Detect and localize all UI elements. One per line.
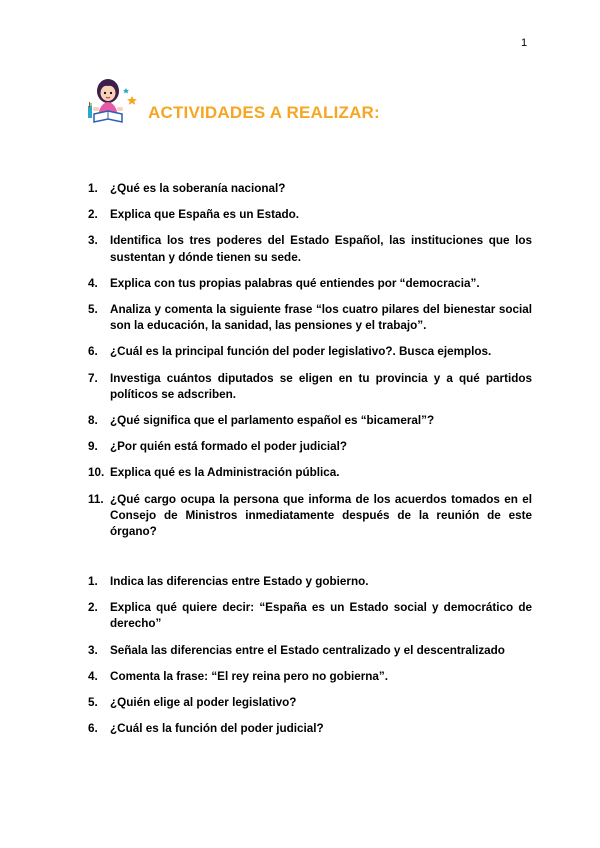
page-title: ACTIVIDADES A REALIZAR: [148,103,380,122]
list-item-number: 5. [88,696,98,710]
list-item [88,669,532,685]
list-item-number: 4. [88,669,98,683]
list-item [88,233,532,265]
list-item [88,371,532,403]
list-item-number: 3. [88,234,98,248]
list-item [88,181,532,197]
list-item-text: Señala las diferencias entre el Estado centralizado y el descentralizado [110,643,505,657]
list-item-text: ¿Qué es la soberanía nacional? [110,182,286,195]
list-item-number: 6. [88,722,98,736]
page-number: 1 [521,37,528,49]
list-item-text: Analiza y comenta la siguiente frase “los cuatro pilares del bienestar social son la educación, la sanidad, las pensiones y el trabajo”. [110,303,532,333]
list-item-text: ¿Cuál es la principal función del poder legislativo?. Busca ejemplos. [110,345,492,359]
list-item-text: Indica las diferencias entre Estado y gobierno. [110,575,369,588]
list-item [88,302,532,334]
list-item-text: Comenta la frase: “El rey reina pero no gobierna”. [110,669,388,683]
list-item [88,492,532,541]
list-item-text: ¿Qué significa que el parlamento español es “bicameral”? [110,414,435,428]
list-item-number: 6. [88,345,98,359]
list-item-number: 2. [88,601,98,615]
list-item-text: ¿Qué cargo ocupa la persona que informa de los acuerdos tomados en el Consejo de Ministros inmediatamente después de la reunión de este órgano? [110,492,532,539]
list-item-number: 7. [88,371,98,385]
list-item-number: 10. [88,466,105,480]
list-item-number: 5. [88,303,98,317]
list-item-number: 4. [88,276,98,290]
girl-reading-book-icon [88,76,148,124]
list-item-number: 3. [88,643,98,657]
list-item [88,276,532,292]
activities-list-2 [88,574,532,747]
list-item-number: 11. [88,492,104,506]
list-item [88,574,532,590]
list-item [88,344,532,360]
list-item [88,465,532,481]
list-item-text: Investiga cuántos diputados se eligen en tu provincia y a qué partidos políticos se adscriben. [110,371,532,401]
list-item-number: 1. [88,182,98,195]
list-item [88,721,532,737]
list-item-text: ¿Cuál es la función del poder judicial? [110,722,324,736]
list-item-number: 2. [88,208,98,222]
list-item-text: Explica con tus propias palabras qué entiendes por “democracia”. [110,276,480,290]
list-item-text: Explica qué quiere decir: “España es un Estado social y democrático de derecho” [110,601,532,631]
list-item-number: 9. [88,440,98,454]
list-item [88,695,532,711]
list-item-text: ¿Por quién está formado el poder judicial? [110,440,348,454]
list-item-text: ¿Quién elige al poder legislativo? [110,696,297,710]
header [88,76,508,130]
list-item-number: 1. [88,575,98,588]
list-item-text: Identifica los tres poderes del Estado Español, las instituciones que los sustentan y dónde tienen su sede. [110,234,532,264]
list-item [88,643,532,659]
list-item [88,600,532,632]
list-item [88,439,532,455]
list-item-number: 8. [88,414,98,428]
activities-list-1 [88,181,532,550]
list-item [88,207,532,223]
list-item-text: Explica que España es un Estado. [110,208,300,222]
list-item-text: Explica qué es la Administración pública. [110,466,340,480]
list-item [88,413,532,429]
